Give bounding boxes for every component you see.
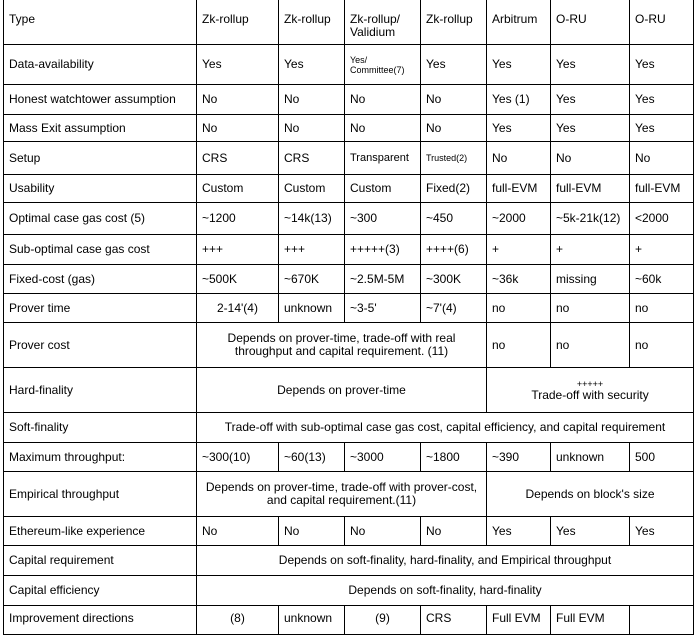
row-label: Mass Exit assumption xyxy=(4,115,197,142)
cell: Yes xyxy=(630,85,694,115)
cell: Yes/ Committee(7) xyxy=(345,45,421,85)
cell: ++++(6) xyxy=(421,235,487,265)
cell: no xyxy=(551,294,630,323)
cell: No xyxy=(421,85,487,115)
cell: Zk-rollup/ Validium xyxy=(345,0,421,45)
table-row xyxy=(4,175,694,203)
cell: no xyxy=(630,323,694,368)
table-row xyxy=(4,265,694,294)
cell: Yes (1) xyxy=(487,85,551,115)
merged-cell: Trade-off with sub-optimal case gas cost, capital efficiency, and capital requirement xyxy=(197,413,694,443)
cell: Zk-rollup xyxy=(421,0,487,45)
cell: ~300(10) xyxy=(197,443,279,472)
row-label: Honest watchtower assumption xyxy=(4,85,197,115)
cell: No xyxy=(197,85,279,115)
cell: ~14k(13) xyxy=(279,203,345,235)
table-row xyxy=(4,546,694,576)
merged-cell: Depends on block's size xyxy=(487,472,694,517)
cell: ~7'(4) xyxy=(421,294,487,323)
cell: +++ xyxy=(279,235,345,265)
table-row xyxy=(4,0,694,45)
cell: ~500K xyxy=(197,265,279,294)
merged-cell: Depends on prover-time, trade-off with real throughput and capital requirement. (11) xyxy=(197,323,487,368)
cell: ~3-5' xyxy=(345,294,421,323)
row-label: Data-availability xyxy=(4,45,197,85)
row-label: Usability xyxy=(4,175,197,203)
cell: Yes xyxy=(630,115,694,142)
cell: 500 xyxy=(630,443,694,472)
cell: no xyxy=(551,323,630,368)
cell: full-EVM xyxy=(487,175,551,203)
cell: +++++(3) xyxy=(345,235,421,265)
cell: 2-14'(4) xyxy=(197,294,279,323)
row-label: Empirical throughput xyxy=(4,472,197,517)
cell: +++ xyxy=(197,235,279,265)
merged-cell: Depends on soft-finality, hard-finality, and Empirical throughput xyxy=(197,546,694,576)
cell: no xyxy=(630,294,694,323)
cell: No xyxy=(345,115,421,142)
table-row xyxy=(4,517,694,546)
cell: Yes xyxy=(630,45,694,85)
cell: unknown xyxy=(279,606,345,635)
row-label: Capital requirement xyxy=(4,546,197,576)
cell: ~1800 xyxy=(421,443,487,472)
cell: ~2.5M-5M xyxy=(345,265,421,294)
cell xyxy=(630,606,694,635)
merged-cell: Depends on prover-time xyxy=(197,368,487,413)
cell: Yes xyxy=(487,115,551,142)
cell: Zk-rollup xyxy=(279,0,345,45)
cell: Arbitrum xyxy=(487,0,551,45)
cell: CRS xyxy=(421,606,487,635)
cell: Yes xyxy=(630,517,694,546)
table-row xyxy=(4,45,694,85)
row-label: Optimal case gas cost (5) xyxy=(4,203,197,235)
merged-cell: Depends on soft-finality, hard-finality xyxy=(197,576,694,606)
row-label: Setup xyxy=(4,142,197,175)
merged-cell: Depends on prover-time, trade-off with prover-cost, and capital requirement.(11) xyxy=(197,472,487,517)
cell: full-EVM xyxy=(630,175,694,203)
table-row xyxy=(4,235,694,265)
cell: ~1200 xyxy=(197,203,279,235)
cell: Custom xyxy=(279,175,345,203)
table-row xyxy=(4,606,694,635)
cell: ~2000 xyxy=(487,203,551,235)
cell: full-EVM xyxy=(551,175,630,203)
row-label: Improvement directions xyxy=(4,606,197,635)
cell: CRS xyxy=(279,142,345,175)
cell: Trusted(2) xyxy=(421,142,487,175)
cell: Yes xyxy=(487,517,551,546)
cell: ~300K xyxy=(421,265,487,294)
cell: CRS xyxy=(197,142,279,175)
cell: No xyxy=(487,142,551,175)
row-label: Capital efficiency xyxy=(4,576,197,606)
cell: No xyxy=(630,142,694,175)
cell: No xyxy=(551,142,630,175)
cell: Yes xyxy=(551,45,630,85)
table-row xyxy=(4,115,694,142)
cell: Custom xyxy=(197,175,279,203)
cell: Yes xyxy=(279,45,345,85)
row-label: Ethereum-like experience xyxy=(4,517,197,546)
row-label: Hard-finality xyxy=(4,368,197,413)
cell: unknown xyxy=(551,443,630,472)
cell: O-RU xyxy=(630,0,694,45)
row-label: Soft-finality xyxy=(4,413,197,443)
table-row xyxy=(4,413,694,443)
cell: No xyxy=(279,115,345,142)
cell: ~390 xyxy=(487,443,551,472)
cell: Full EVM xyxy=(487,606,551,635)
cell: Yes xyxy=(421,45,487,85)
cell: no xyxy=(487,323,551,368)
row-label: Maximum throughput: xyxy=(4,443,197,472)
cell: ~670K xyxy=(279,265,345,294)
cell: No xyxy=(421,517,487,546)
cell: No xyxy=(279,85,345,115)
cell: ~5k-21k(12) xyxy=(551,203,630,235)
cell: No xyxy=(421,115,487,142)
cell: Yes xyxy=(551,85,630,115)
cell: Custom xyxy=(345,175,421,203)
table-row xyxy=(4,85,694,115)
comparison-table xyxy=(3,0,694,635)
cell: No xyxy=(197,517,279,546)
merged-cell xyxy=(487,368,694,413)
table-row xyxy=(4,472,694,517)
cell: + xyxy=(487,235,551,265)
cell: (8) xyxy=(197,606,279,635)
table-row xyxy=(4,323,694,368)
cell: ~60(13) xyxy=(279,443,345,472)
cell: Zk-rollup xyxy=(197,0,279,45)
table-row xyxy=(4,368,694,413)
row-label: Prover time xyxy=(4,294,197,323)
cell: No xyxy=(197,115,279,142)
cell: missing xyxy=(551,265,630,294)
table-row xyxy=(4,576,694,606)
security-note: Trade-off with security xyxy=(531,387,649,402)
row-label: Type xyxy=(4,0,197,45)
table-row xyxy=(4,142,694,175)
cell: O-RU xyxy=(551,0,630,45)
cell: Yes xyxy=(487,45,551,85)
cell: Full EVM xyxy=(551,606,630,635)
cell: Yes xyxy=(197,45,279,85)
cell: + xyxy=(630,235,694,265)
table-row xyxy=(4,294,694,323)
cell: ~60k xyxy=(630,265,694,294)
cell: + xyxy=(551,235,630,265)
cell: Fixed(2) xyxy=(421,175,487,203)
cell: ~300 xyxy=(345,203,421,235)
table-row xyxy=(4,203,694,235)
cell: Transparent xyxy=(345,142,421,175)
cell: ~450 xyxy=(421,203,487,235)
cell: <2000 xyxy=(630,203,694,235)
cell: Yes xyxy=(551,517,630,546)
cell: no xyxy=(487,294,551,323)
row-label: Sub-optimal case gas cost xyxy=(4,235,197,265)
cell: unknown xyxy=(279,294,345,323)
cell: No xyxy=(345,517,421,546)
security-rating: +++++ xyxy=(576,378,604,389)
row-label: Prover cost xyxy=(4,323,197,368)
cell: No xyxy=(345,85,421,115)
row-label: Fixed-cost (gas) xyxy=(4,265,197,294)
cell: No xyxy=(279,517,345,546)
table-row xyxy=(4,443,694,472)
cell: (9) xyxy=(345,606,421,635)
cell: Yes xyxy=(551,115,630,142)
cell: ~3000 xyxy=(345,443,421,472)
cell: ~36k xyxy=(487,265,551,294)
